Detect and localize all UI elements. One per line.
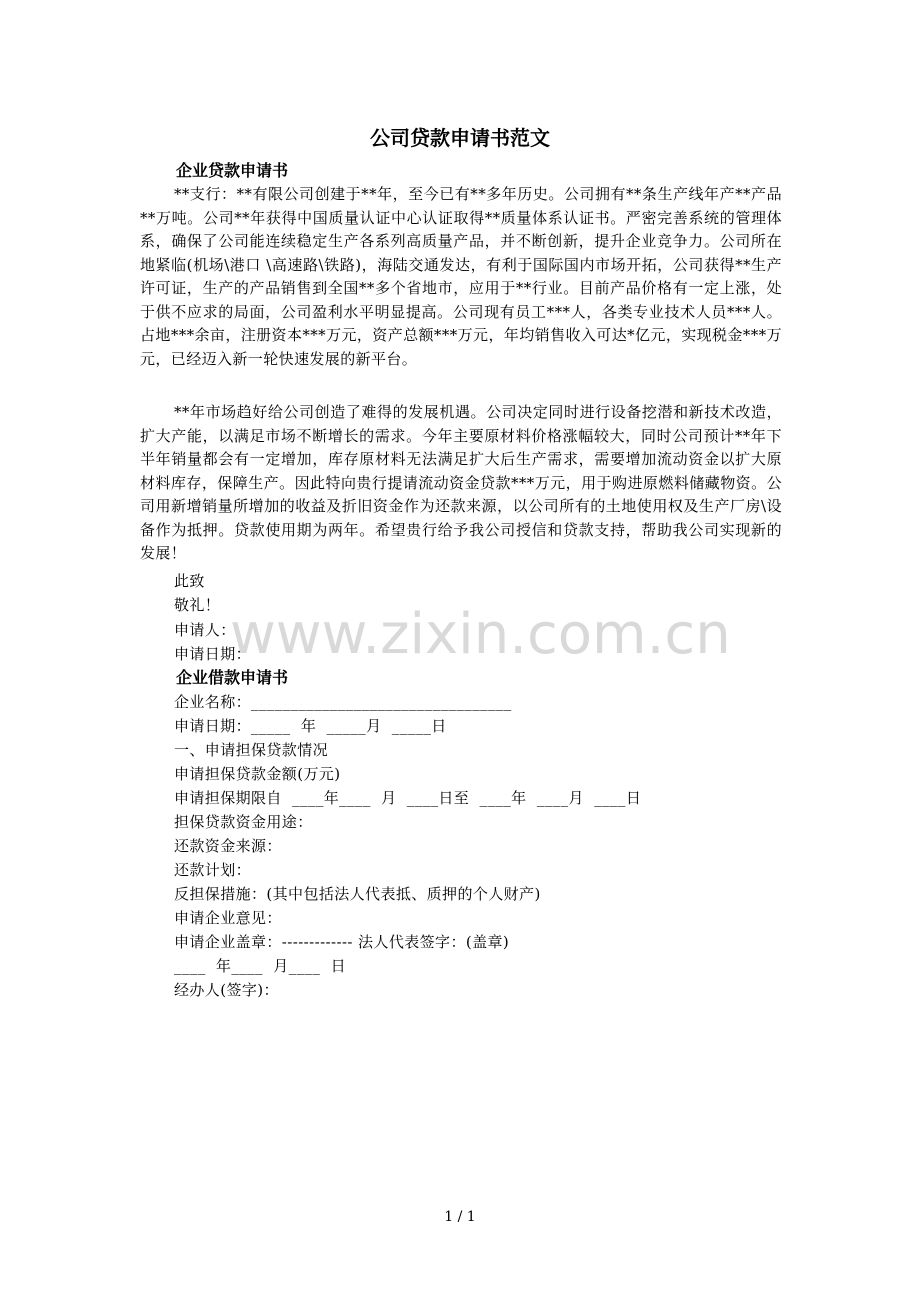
closing-regards: 敬礼！ xyxy=(174,596,221,614)
guarantee-amount-field: 申请担保贷款金额(万元) xyxy=(174,765,341,783)
watermark: www.zixin.com.cn xyxy=(230,602,731,667)
closing-salutation: 此致 xyxy=(174,572,205,590)
company-name-field: 企业名称：_________________________________ xyxy=(174,693,512,711)
section1-heading: 企业贷款申请书 xyxy=(176,161,289,180)
document-title: 公司贷款申请书范文 xyxy=(370,126,550,150)
section2-heading: 企业借款申请书 xyxy=(176,668,289,687)
guarantee-term-field: 申请担保期限自 ____年____ 月 ____日至 ____年 ____月 ____日 xyxy=(174,789,642,807)
apply-date-field: 申请日期：_____ 年 _____月 _____日 xyxy=(174,717,447,735)
company-seal-field: 申请企业盖章：------------- 法人代表签字：(盖章) xyxy=(174,933,510,951)
company-opinion-field: 申请企业意见： xyxy=(174,909,282,927)
section1-paragraph-1: **支行：**有限公司创建于**年，至今已有**多年历史。公司拥有**条生产线年产**产品**万吨。公司**年获得中国质量认证中心认证取得**质量体系认证书。严密完善系统的管理体系，确保了公司能连续稳定生产各系列高质量产品，并不断创新，提升企业竞争力。公司所在地紧临(机场\港口 \高速路\铁路)，海陆交通发达，有利于国际国内市场开拓，公司获得**生产许可证，生产的产品销售到全国**多个省地市，应用于**行业。目前产品价格有一定上涨，处于供不应求的局面，公司盈利水平明显提高。公司现有员工***人，各类专业技术人员***人。占地***余亩，注册资本***万元，资产总额***万元，年均销售收入可达*亿元，实现税金***万元，已经迈入新一轮快速发展的新平台。 xyxy=(140,185,782,368)
repayment-source-field: 还款资金来源： xyxy=(174,837,282,855)
repayment-plan-field: 还款计划： xyxy=(174,861,252,879)
handler-signature-field: 经办人(签字)： xyxy=(174,981,279,999)
counter-guarantee-field: 反担保措施：(其中包括法人代表抵、质押的个人财产) xyxy=(174,885,541,903)
section1-paragraph-2: **年市场趋好给公司创造了难得的发展机遇。公司决定同时进行设备挖潜和新技术改造，扩大产能，以满足市场不断增长的需求。今年主要原材料价格涨幅较大，同时公司预计**年下半年销量都会有一定增加，库存原材料无法满足扩大后生产需求，需要增加流动资金以扩大原材料库存，保障生产。因此特向贵行提请流动资金贷款***万元，用于购进原燃料储藏物资。公司用新增销量所增加的收益及折旧资金作为还款来源，以公司所有的土地使用权及生产厂房\设备作为抵押。贷款使用期为两年。希望贵行给予我公司授信和贷款支持，帮助我公司实现新的发展！ xyxy=(140,403,782,562)
page-number: 1 / 1 xyxy=(444,1209,476,1225)
signature-date-field: ____ 年____ 月____ 日 xyxy=(174,957,347,975)
application-date-label: 申请日期： xyxy=(174,645,252,663)
guarantee-loan-section-title: 一、申请担保贷款情况 xyxy=(174,741,329,759)
loan-purpose-field: 担保贷款资金用途： xyxy=(174,813,313,831)
applicant-label: 申请人： xyxy=(174,621,236,639)
